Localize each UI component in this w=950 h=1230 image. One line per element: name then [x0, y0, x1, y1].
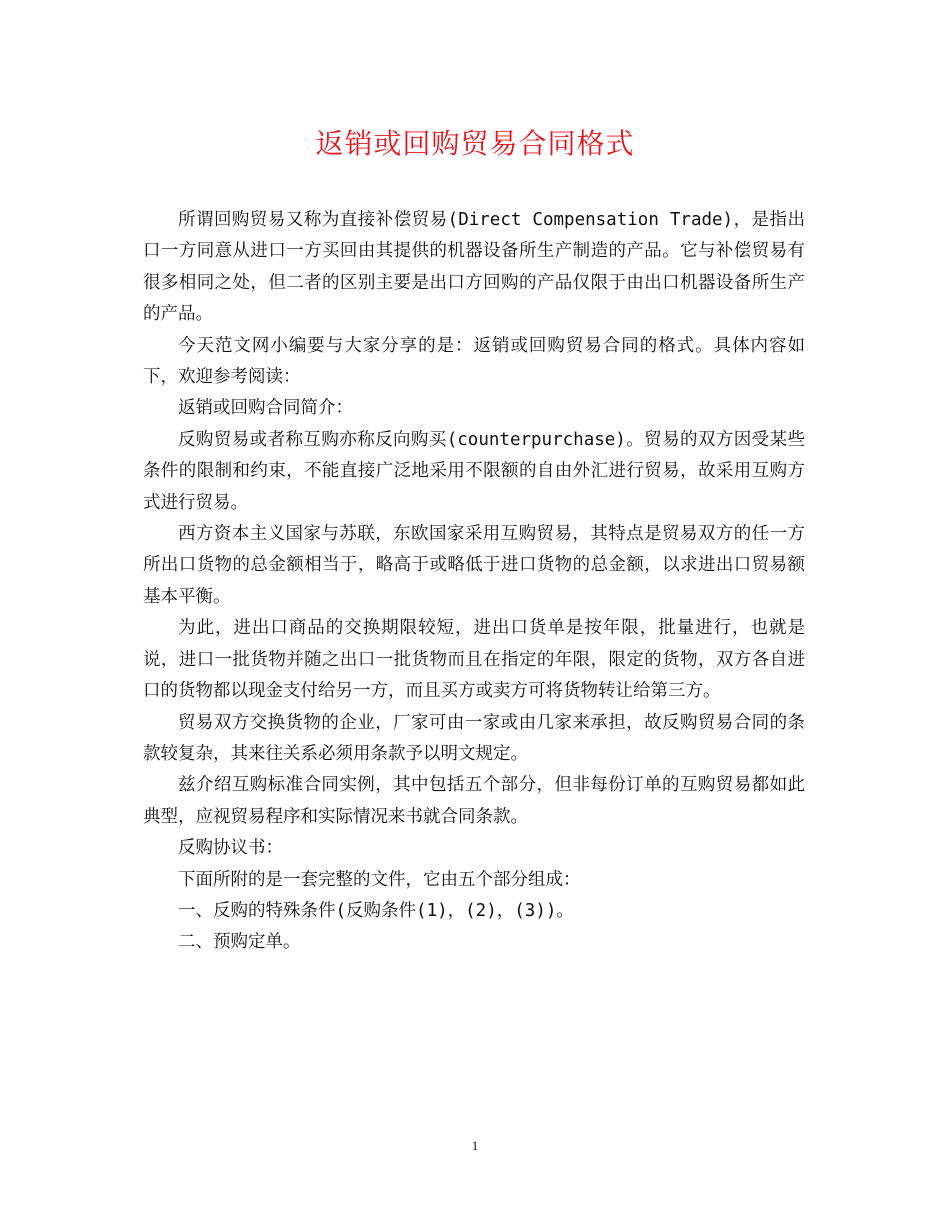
paragraph: 下面所附的是一套完整的文件，它由五个部分组成：: [178, 869, 581, 890]
paragraph: 反购贸易或者称互购亦称反向购买(counterpurchase)。贸易的双方因受某些条件的限制和约束，不能直接广泛地采用不限额的自由外汇进行贸易，故采用互购方式进行贸易。: [143, 429, 805, 513]
paragraph: 一、反购的特殊条件(反购条件(1)，(2)，(3))。: [178, 900, 574, 921]
paragraph: 二、预购定单。: [178, 932, 301, 953]
paragraph: 所谓回购贸易又称为直接补偿贸易(Direct Compensation Trade)，是指出口一方同意从进口一方买回由其提供的机器设备所生产制造的产品。它与补偿贸易有很多相同之处，但二者的区别主要是出口方回购的产品仅限于由出口机器设备所生产的产品。: [143, 210, 805, 325]
paragraph: 贸易双方交换货物的企业，厂家可由一家或由几家来承担，故反购贸易合同的条款较复杂，其来往关系必须用条款予以明文规定。: [143, 712, 805, 764]
paragraph: 反购协议书：: [178, 838, 283, 859]
paragraph: 返销或回购合同简介：: [178, 398, 353, 419]
paragraph: 为此，进出口商品的交换期限较短，进出口货单是按年限，批量进行，也就是说，进口一批货物并随之出口一批货物而且在指定的年限，限定的货物，双方各自进口的货物都以现金支付给另一方，而且买方或卖方可将货物转让给第三方。: [143, 618, 805, 702]
paragraph: 西方资本主义国家与苏联，东欧国家采用互购贸易，其特点是贸易双方的任一方所出口货物的总金额相当于，略高于或略低于进口货物的总金额，以求进出口贸易额基本平衡。: [143, 524, 805, 607]
paragraph: 兹介绍互购标准合同实例，其中包括五个部分，但非每份订单的互购贸易都如此典型，应视贸易程序和实际情况来书就合同条款。: [143, 775, 805, 827]
paragraph: 今天范文网小编要与大家分享的是：返销或回购贸易合同的格式。具体内容如下，欢迎参考阅读：: [143, 335, 805, 388]
page-number: 1: [471, 1138, 479, 1153]
document-body: [143, 205, 805, 959]
document-title: 返销或回购贸易合同格式: [315, 127, 635, 160]
